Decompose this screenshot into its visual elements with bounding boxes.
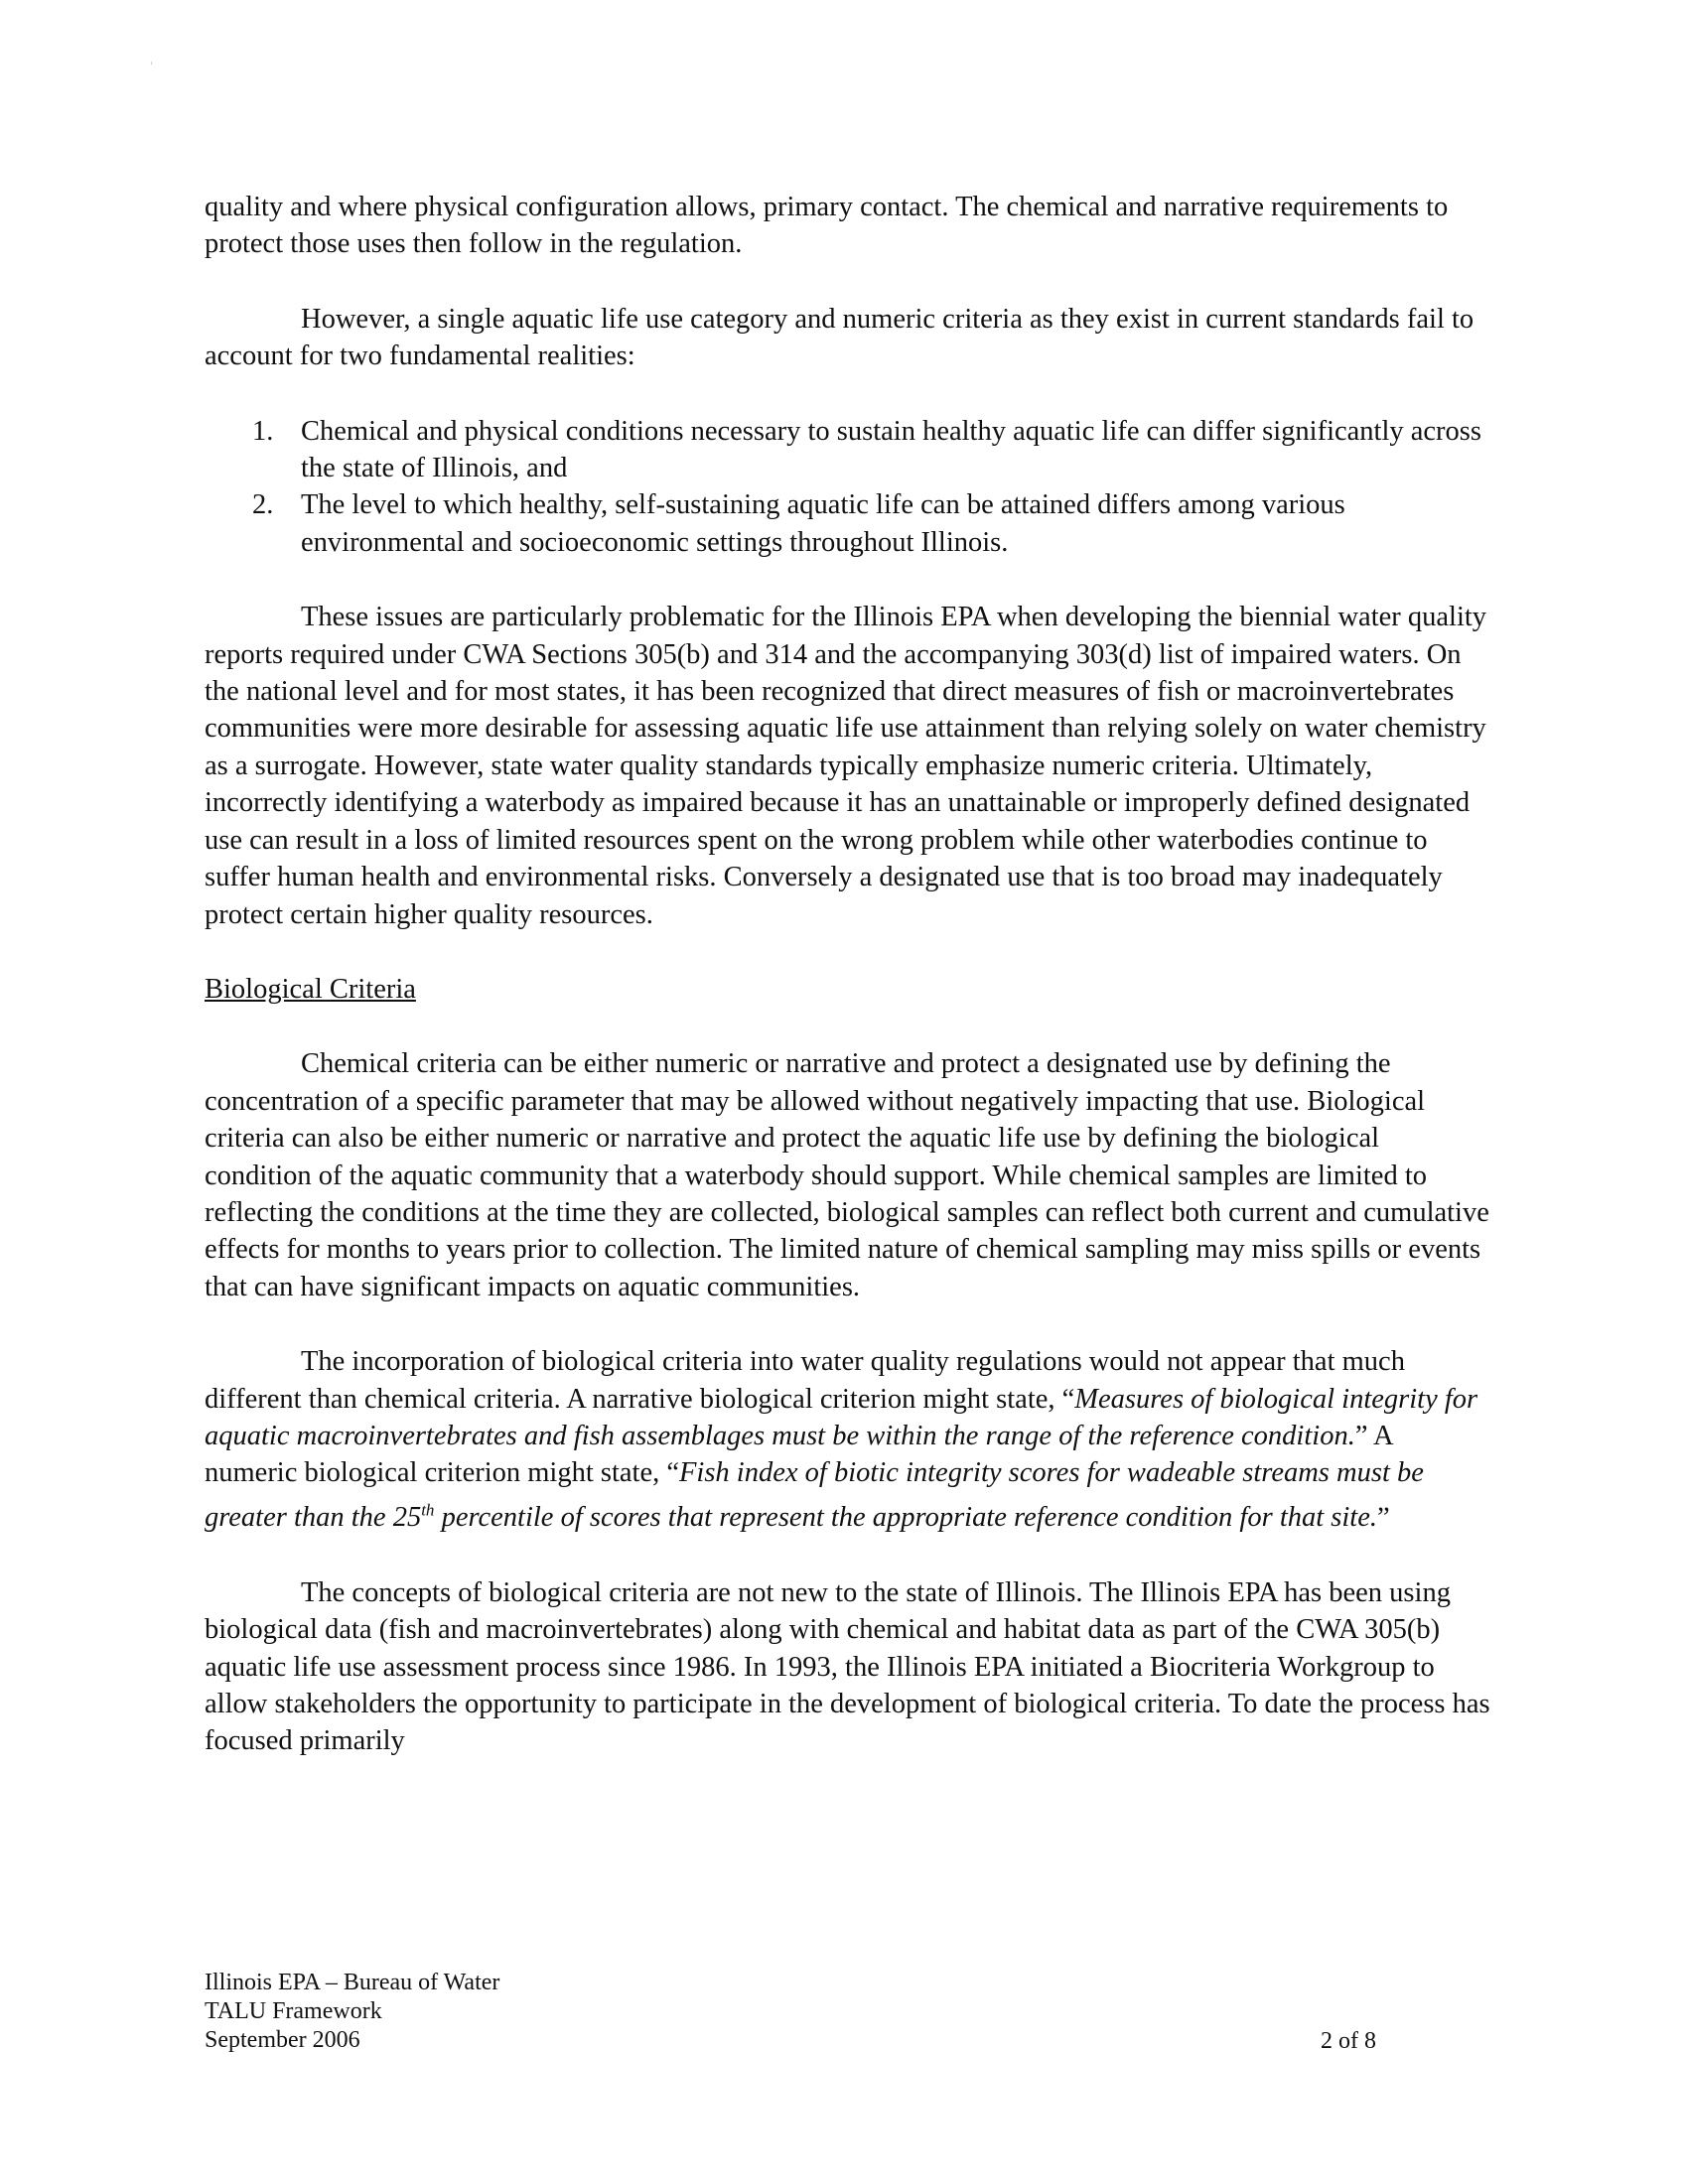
criteria-lead-text: The incorporation of biological criteria into water quality regulations would not appear that much different than chemical criteria. A narrative biological criterion might state, “ [205,1346,1405,1415]
numeric-quote-part-a: Fish index of biotic integrity scores for wadeable streams must be greater than the 25 [205,1457,1424,1534]
scan-artifact [151,62,152,65]
footer-date: September 2006 [205,2027,360,2053]
paragraph-chemical-vs-biological: Chemical criteria can be either numeric or narrative and protect a designated use by defining the concentration of a specific parameter that may be allowed without negatively impacting that use. Biological criteria can also be either numeric or narrative and protect the aquatic life use by defining the biological condition of the aquatic community that a waterbody should support. While chemical samples are limited to reflecting the conditions at the time they are collected, biological samples can reflect both current and cumulative effects for months to years prior to collection. The limited nature of chemical sampling may miss spills or events that can have significant impacts on aquatic communities. [205,1048,1489,1302]
page-footer [205,1969,1396,2055]
list-item [205,486,1491,561]
numeric-quote-part-b: percentile of scores that represent the appropriate reference condition for that site. [434,1502,1377,1534]
realities-list [205,413,1491,562]
document-body [205,189,1491,1760]
section-heading-biological-criteria: Biological Criteria [205,973,416,1005]
criteria-mid-text: ” A numeric biological criterion might state, “ [205,1420,1393,1489]
paragraph-illinois-history: The concepts of biological criteria are not new to the state of Illinois. The Illinois EPA has been using biological data (fish and macroinvertebrates) along with chemical and habitat data as part of the CWA 305(b) aquatic life use assessment process since 1986. In 1993, the Illinois EPA initiated a Biocriteria Workgroup to allow stakeholders the opportunity to participate in the development of biological criteria. To date the process has focused primarily [205,1576,1490,1757]
list-item-number: 2. [252,489,274,521]
list-item-text: The level to which healthy, self-sustaining aquatic life can be attained differs among various environmental and socioeconomic settings throughout Illinois. [301,489,1345,558]
list-item-text: Chemical and physical conditions necessary to sustain healthy aquatic life can differ significantly across the state of Illinois, and [301,415,1481,484]
footer-document: TALU Framework [205,1998,382,2024]
list-item [205,413,1491,487]
paragraph-realities-intro: However, a single aquatic life use category and numeric criteria as they exist in current standards fail to account for two fundamental realities: [205,303,1474,372]
paragraph-criteria-examples [205,1343,1491,1537]
ordinal-superscript: th [421,1500,435,1520]
list-item-number: 1. [252,415,274,447]
narrative-criterion-quote: Measures of biological integrity for aquatic macroinvertebrates and fish assemblages must be within the range of the reference condition. [205,1383,1478,1451]
paragraph-assessment-issues: These issues are particularly problematic for the Illinois EPA when developing the biennial water quality reports required under CWA Sections 305(b) and 314 and the accompanying 303(d) list of impaired waters. On the national level and for most states, it has been recognized that direct measures of fish or macroinvertebrates communities were more desirable for assessing aquatic life use attainment than relying solely on water chemistry as a surrogate. However, state water quality standards typically emphasize numeric criteria. Ultimately, incorrectly identifying a waterbody as impaired because it has an unattainable or improperly defined designated use can result in a loss of limited resources spent on the wrong problem while other waterbodies continue to suffer human health and environmental risks. Conversely a designated use that is too broad may inadequately protect certain higher quality resources. [205,602,1487,930]
criteria-end-text: ” [1376,1502,1390,1534]
footer-agency: Illinois EPA – Bureau of Water [205,1970,500,1995]
page-number: 2 of 8 [1321,2028,1376,2054]
paragraph-continuation: quality and where physical configuration allows, primary contact. The chemical and narrative requirements to protect those uses then follow in the regulation. [205,192,1449,260]
